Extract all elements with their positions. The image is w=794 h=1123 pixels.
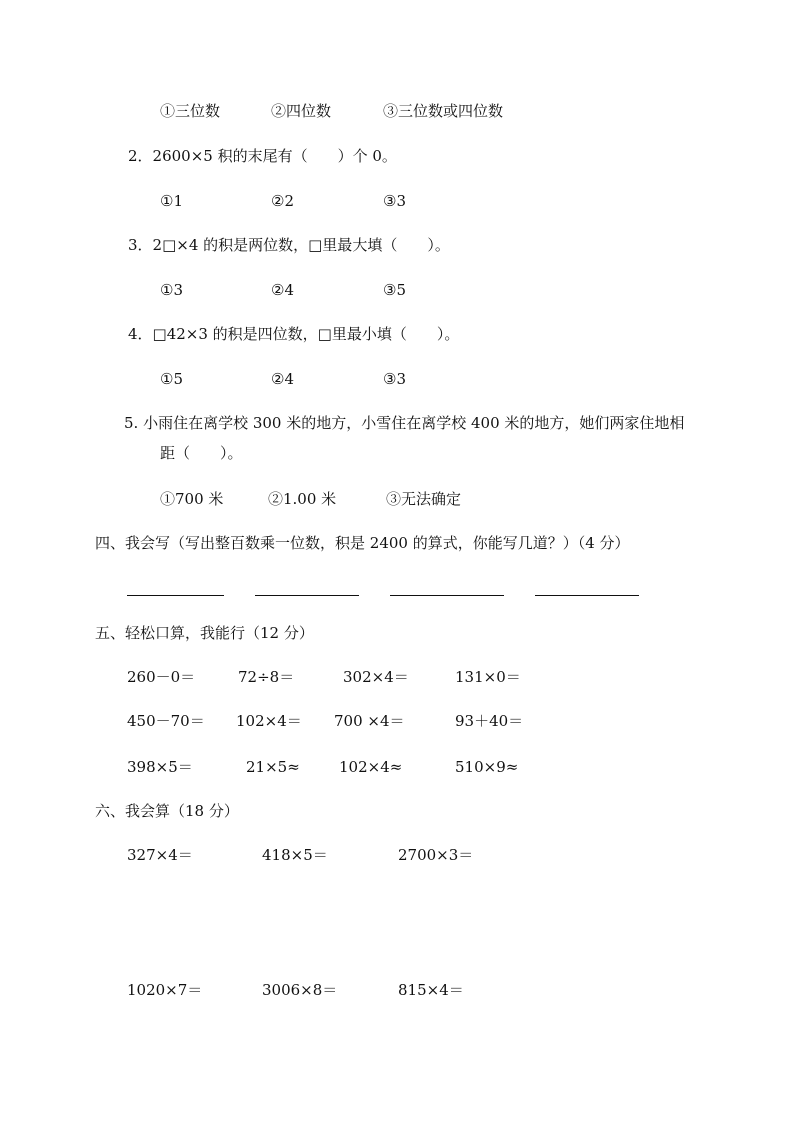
oral-calc-item: 93＋40＝: [455, 712, 524, 730]
calc-item: 815×4＝: [398, 981, 464, 999]
section-4-title: 四、我会写（写出整百数乘一位数，积是 2400 的算式，你能写几道？）（4 分）: [95, 534, 630, 552]
answer-blank[interactable]: [127, 595, 224, 596]
oral-calc-item: 21×5≈: [246, 758, 300, 776]
calc-item: 2700×3＝: [398, 846, 474, 864]
option-1: ①三位数: [160, 102, 221, 120]
option-1: ①3: [160, 281, 183, 299]
section-6-title: 六、我会算（18 分）: [95, 802, 239, 820]
calc-item: 3006×8＝: [262, 981, 338, 999]
question-5-stem-line1: 5. 小雨住在离学校 300 米的地方，小雪住在离学校 400 米的地方，她们两家住地相: [124, 414, 685, 432]
option-2: ②4: [271, 370, 294, 388]
option-2: ②1.00 米: [268, 490, 337, 508]
option-3: ③3: [383, 370, 406, 388]
calc-item: 418×5＝: [262, 846, 328, 864]
oral-calc-item: 450－70＝: [127, 712, 205, 730]
option-1: ①5: [160, 370, 183, 388]
question-4-stem: 4．□42×3 的积是四位数，□里最小填（ ）。: [128, 325, 460, 343]
answer-blank[interactable]: [535, 595, 639, 596]
option-3: ③3: [383, 192, 406, 210]
oral-calc-item: 510×9≈: [455, 758, 519, 776]
option-2: ②四位数: [271, 102, 332, 120]
calc-item: 1020×7＝: [127, 981, 203, 999]
oral-calc-item: 700 ×4＝: [334, 712, 405, 730]
oral-calc-item: 398×5＝: [127, 758, 193, 776]
option-3: ③5: [383, 281, 406, 299]
calc-item: 327×4＝: [127, 846, 193, 864]
oral-calc-item: 260－0＝: [127, 668, 196, 686]
oral-calc-item: 102×4≈: [339, 758, 403, 776]
question-5-stem-line2: 距（ ）。: [160, 444, 243, 462]
option-1: ①1: [160, 192, 183, 210]
oral-calc-item: 131×0＝: [455, 668, 521, 686]
option-3: ③三位数或四位数: [383, 102, 504, 120]
answer-blank[interactable]: [390, 595, 504, 596]
oral-calc-item: 72÷8＝: [238, 668, 295, 686]
question-3-stem: 3．2□×4 的积是两位数，□里最大填（ ）。: [128, 236, 450, 254]
section-5-title: 五、轻松口算，我能行（12 分）: [95, 624, 314, 642]
question-2-stem: 2．2600×5 积的末尾有（ ）个 0。: [128, 147, 397, 165]
answer-blank[interactable]: [255, 595, 359, 596]
option-2: ②4: [271, 281, 294, 299]
option-3: ③无法确定: [386, 490, 462, 508]
option-1: ①700 米: [160, 490, 224, 508]
oral-calc-item: 302×4＝: [343, 668, 409, 686]
oral-calc-item: 102×4＝: [236, 712, 302, 730]
option-2: ②2: [271, 192, 294, 210]
